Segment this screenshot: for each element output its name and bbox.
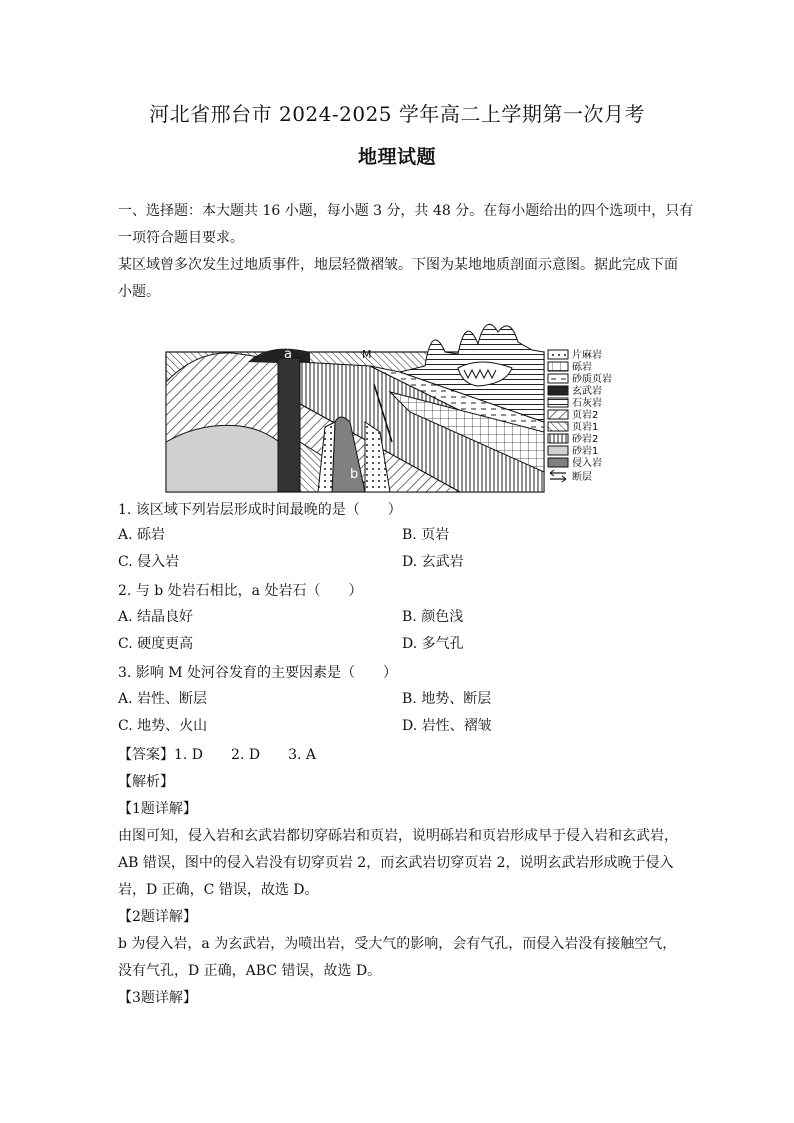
label-m: M — [362, 348, 372, 361]
legend-item — [550, 470, 592, 483]
legend-item — [548, 444, 598, 457]
legend-label: 砂岩2 — [572, 434, 599, 445]
q2-analysis-line1: b 为侵入岩，a 为玄武岩，为喷出岩，受大气的影响，会有气孔，而侵入岩没有接触空气， — [118, 936, 677, 952]
intro-line1: 某区域曾多次发生过地质事件，地层轻微褶皱。下图为某地地质剖面示意图。据此完成下面 — [118, 257, 678, 273]
figure-legend — [548, 348, 612, 483]
legend-item — [548, 348, 602, 361]
analysis-heading: 【解析】 — [118, 774, 174, 790]
question-2-option-b: B. 颜色浅 — [402, 609, 464, 625]
question-2-stem: 2. 与 b 处岩石相比，a 处岩石（ ） — [118, 583, 363, 599]
legend-item — [548, 372, 612, 385]
answer-line: 【答案】1. D 2. D 3. A — [118, 747, 316, 763]
legend-item — [548, 456, 602, 469]
q3-analysis-heading: 【3题详解】 — [118, 990, 197, 1006]
legend-item — [548, 432, 598, 445]
q2-analysis-heading: 【2题详解】 — [118, 909, 197, 925]
document-title: 河北省邢台市 2024-2025 学年高二上学期第一次月考 — [149, 102, 645, 126]
question-1-stem: 1. 该区域下列岩层形成时间最晚的是（ ） — [118, 502, 402, 518]
section-instruction-line2: 一项符合题目要求。 — [118, 230, 244, 246]
question-2-option-d: D. 多气孔 — [402, 636, 464, 652]
q2-analysis-line2: 没有气孔，D 正确，ABC 错误，故选 D。 — [118, 963, 382, 979]
legend-item — [548, 408, 598, 421]
legend-label: 页岩1 — [572, 422, 599, 433]
question-3-option-c: C. 地势、火山 — [118, 718, 208, 734]
legend-label: 片麻岩 — [572, 350, 602, 361]
legend-label: 砾岩 — [572, 362, 592, 373]
legend-label: 玄武岩 — [572, 386, 602, 397]
question-1-option-d: D. 玄武岩 — [402, 554, 464, 570]
legend-label: 石灰岩 — [572, 398, 602, 409]
question-1-option-c: C. 侵入岩 — [118, 554, 180, 570]
label-b: b — [350, 467, 359, 482]
legend-item — [548, 396, 602, 409]
legend-label: 砂岩1 — [572, 446, 599, 457]
question-3-option-b: B. 地势、断层 — [402, 691, 492, 707]
legend-label: 断层 — [572, 472, 592, 483]
legend-item — [548, 360, 592, 373]
question-2-option-a: A. 结晶良好 — [118, 609, 194, 625]
legend-label: 砂质页岩 — [572, 374, 612, 385]
q1-analysis-line1: 由图可知，侵入岩和玄武岩都切穿砾岩和页岩，说明砾岩和页岩形成早于侵入岩和玄武岩， — [118, 828, 678, 844]
q1-analysis-line2: AB 错误，图中的侵入岩没有切穿页岩 2，而玄武岩切穿页岩 2，说明玄武岩形成晚于侵入 — [118, 855, 674, 871]
q1-analysis-heading: 【1题详解】 — [118, 801, 197, 817]
legend-label: 页岩2 — [572, 410, 599, 421]
question-1-option-a: A. 砾岩 — [118, 527, 166, 543]
fault-arrows-icon — [550, 470, 566, 482]
legend-item — [548, 384, 602, 397]
question-3-stem: 3. 影响 M 处河谷发育的主要因素是（ ） — [118, 665, 398, 681]
legend-item — [548, 420, 598, 433]
label-a: a — [284, 347, 292, 362]
question-2-option-c: C. 硬度更高 — [118, 636, 194, 652]
q1-analysis-line3: 岩，D 正确，C 错误，故选 D。 — [118, 882, 319, 898]
intro-line2: 小题。 — [118, 284, 160, 300]
question-3-option-a: A. 岩性、断层 — [118, 691, 208, 707]
question-1-option-b: B. 页岩 — [402, 527, 450, 543]
section-instruction-line1: 一、选择题：本大题共 16 小题，每小题 3 分，共 48 分。在每小题给出的四个选项中，只有 — [118, 203, 694, 219]
geologic-cross-section-figure — [160, 322, 640, 494]
question-3-option-d: D. 岩性、褶皱 — [402, 718, 492, 734]
document-subtitle: 地理试题 — [357, 146, 436, 168]
legend-label: 侵入岩 — [572, 458, 602, 469]
